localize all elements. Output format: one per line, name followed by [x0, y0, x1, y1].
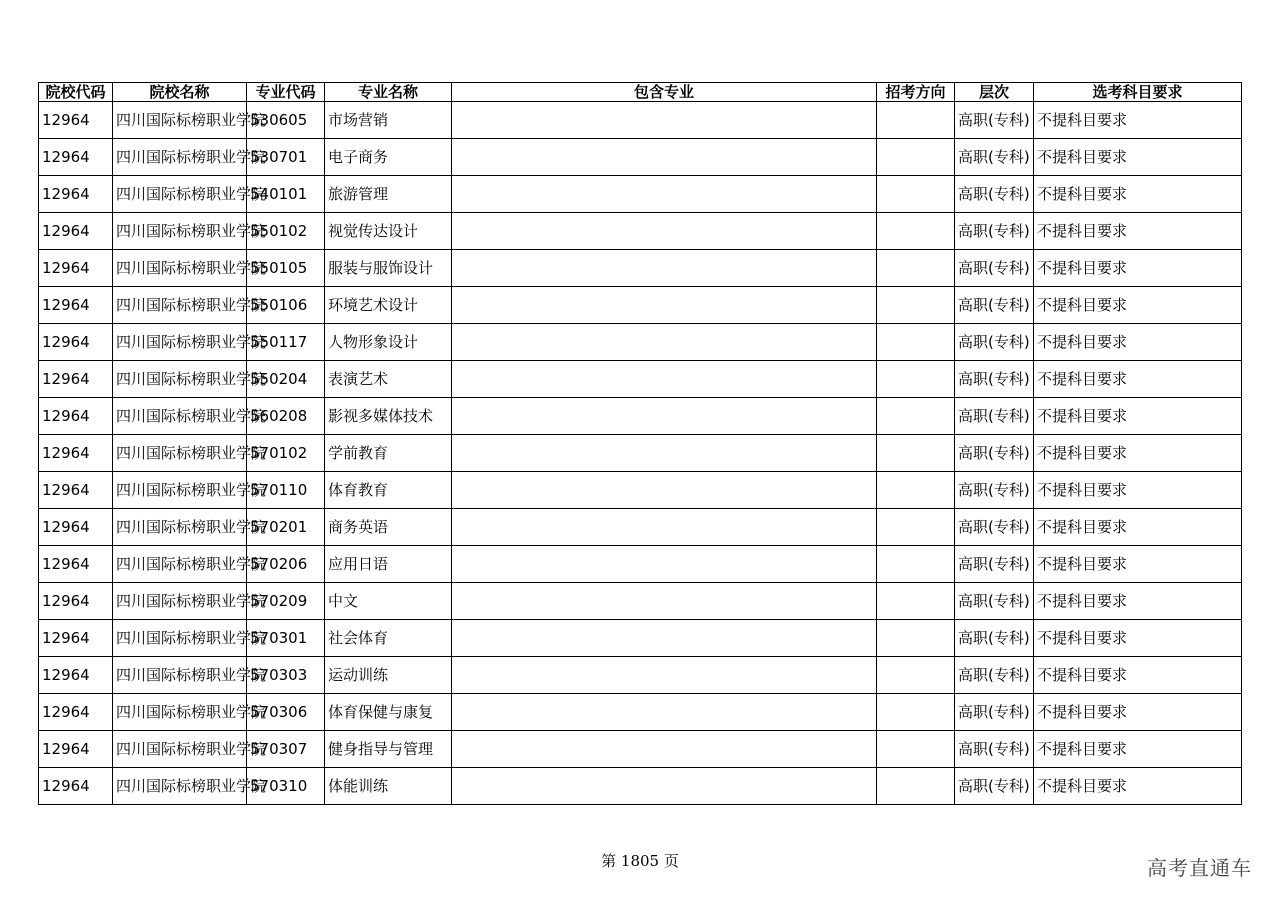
- cell-major-code: 570310: [247, 768, 325, 805]
- majors-table: [38, 82, 1242, 805]
- cell-level: 高职(专科): [955, 546, 1034, 583]
- header-row: [39, 83, 1242, 102]
- cell-school-name: 四川国际标榜职业学院: [113, 287, 247, 324]
- cell-included-majors: [452, 768, 877, 805]
- cell-level: 高职(专科): [955, 509, 1034, 546]
- cell-direction: [877, 287, 955, 324]
- cell-direction: [877, 176, 955, 213]
- cell-included-majors: [452, 102, 877, 139]
- table-row: [39, 768, 1242, 805]
- cell-major-name: 电子商务: [325, 139, 452, 176]
- cell-included-majors: [452, 287, 877, 324]
- table-row: [39, 250, 1242, 287]
- table-row: [39, 213, 1242, 250]
- cell-requirement: 不提科目要求: [1034, 657, 1242, 694]
- cell-major-code: 550204: [247, 361, 325, 398]
- cell-level: 高职(专科): [955, 435, 1034, 472]
- cell-major-code: 550117: [247, 324, 325, 361]
- cell-major-code: 570306: [247, 694, 325, 731]
- cell-school-name: 四川国际标榜职业学院: [113, 472, 247, 509]
- table-row: [39, 472, 1242, 509]
- cell-requirement: 不提科目要求: [1034, 472, 1242, 509]
- cell-major-name: 体能训练: [325, 768, 452, 805]
- cell-included-majors: [452, 435, 877, 472]
- cell-requirement: 不提科目要求: [1034, 213, 1242, 250]
- cell-requirement: 不提科目要求: [1034, 509, 1242, 546]
- cell-major-code: 570206: [247, 546, 325, 583]
- cell-level: 高职(专科): [955, 324, 1034, 361]
- cell-major-code: 550106: [247, 287, 325, 324]
- table-row: [39, 176, 1242, 213]
- cell-major-code: 570209: [247, 583, 325, 620]
- cell-school-name: 四川国际标榜职业学院: [113, 583, 247, 620]
- cell-direction: [877, 435, 955, 472]
- cell-included-majors: [452, 139, 877, 176]
- cell-included-majors: [452, 250, 877, 287]
- cell-school-code: 12964: [39, 546, 113, 583]
- cell-major-name: 环境艺术设计: [325, 287, 452, 324]
- cell-major-code: 540101: [247, 176, 325, 213]
- cell-included-majors: [452, 213, 877, 250]
- cell-major-name: 应用日语: [325, 546, 452, 583]
- cell-direction: [877, 546, 955, 583]
- col-header-level: 层次: [955, 83, 1034, 102]
- cell-major-name: 视觉传达设计: [325, 213, 452, 250]
- cell-direction: [877, 324, 955, 361]
- cell-included-majors: [452, 472, 877, 509]
- table-row: [39, 731, 1242, 768]
- cell-school-name: 四川国际标榜职业学院: [113, 176, 247, 213]
- cell-school-code: 12964: [39, 398, 113, 435]
- cell-school-name: 四川国际标榜职业学院: [113, 361, 247, 398]
- cell-school-name: 四川国际标榜职业学院: [113, 731, 247, 768]
- cell-school-code: 12964: [39, 768, 113, 805]
- cell-school-code: 12964: [39, 731, 113, 768]
- cell-direction: [877, 694, 955, 731]
- cell-major-code: 530605: [247, 102, 325, 139]
- cell-included-majors: [452, 361, 877, 398]
- cell-direction: [877, 620, 955, 657]
- cell-requirement: 不提科目要求: [1034, 139, 1242, 176]
- cell-direction: [877, 657, 955, 694]
- cell-level: 高职(专科): [955, 398, 1034, 435]
- cell-major-code: 570307: [247, 731, 325, 768]
- cell-major-name: 体育教育: [325, 472, 452, 509]
- cell-major-name: 影视多媒体技术: [325, 398, 452, 435]
- cell-direction: [877, 731, 955, 768]
- cell-school-name: 四川国际标榜职业学院: [113, 139, 247, 176]
- cell-direction: [877, 398, 955, 435]
- cell-school-code: 12964: [39, 472, 113, 509]
- cell-direction: [877, 102, 955, 139]
- cell-school-code: 12964: [39, 250, 113, 287]
- cell-major-name: 社会体育: [325, 620, 452, 657]
- cell-school-code: 12964: [39, 102, 113, 139]
- cell-major-name: 人物形象设计: [325, 324, 452, 361]
- cell-included-majors: [452, 546, 877, 583]
- table-row: [39, 657, 1242, 694]
- cell-included-majors: [452, 583, 877, 620]
- cell-level: 高职(专科): [955, 620, 1034, 657]
- cell-included-majors: [452, 620, 877, 657]
- col-header-included-majors: 包含专业: [452, 83, 877, 102]
- col-header-direction: 招考方向: [877, 83, 955, 102]
- cell-requirement: 不提科目要求: [1034, 361, 1242, 398]
- cell-school-name: 四川国际标榜职业学院: [113, 435, 247, 472]
- cell-requirement: 不提科目要求: [1034, 731, 1242, 768]
- cell-direction: [877, 250, 955, 287]
- cell-major-code: 550102: [247, 213, 325, 250]
- cell-requirement: 不提科目要求: [1034, 546, 1242, 583]
- cell-direction: [877, 768, 955, 805]
- cell-direction: [877, 509, 955, 546]
- cell-direction: [877, 361, 955, 398]
- cell-school-name: 四川国际标榜职业学院: [113, 657, 247, 694]
- watermark-text: 高考直通车: [1147, 856, 1252, 880]
- cell-major-name: 旅游管理: [325, 176, 452, 213]
- cell-level: 高职(专科): [955, 731, 1034, 768]
- cell-included-majors: [452, 509, 877, 546]
- cell-major-name: 健身指导与管理: [325, 731, 452, 768]
- cell-included-majors: [452, 694, 877, 731]
- cell-level: 高职(专科): [955, 250, 1034, 287]
- cell-included-majors: [452, 398, 877, 435]
- cell-school-name: 四川国际标榜职业学院: [113, 509, 247, 546]
- table-row: [39, 583, 1242, 620]
- cell-major-code: 570201: [247, 509, 325, 546]
- cell-level: 高职(专科): [955, 472, 1034, 509]
- col-header-major-name: 专业名称: [325, 83, 452, 102]
- cell-school-name: 四川国际标榜职业学院: [113, 324, 247, 361]
- cell-school-name: 四川国际标榜职业学院: [113, 694, 247, 731]
- table-body: [39, 102, 1242, 805]
- table-row: [39, 509, 1242, 546]
- table-row: [39, 287, 1242, 324]
- cell-school-name: 四川国际标榜职业学院: [113, 546, 247, 583]
- cell-level: 高职(专科): [955, 657, 1034, 694]
- cell-school-code: 12964: [39, 509, 113, 546]
- cell-school-name: 四川国际标榜职业学院: [113, 398, 247, 435]
- table-row: [39, 435, 1242, 472]
- cell-requirement: 不提科目要求: [1034, 398, 1242, 435]
- cell-included-majors: [452, 324, 877, 361]
- cell-requirement: 不提科目要求: [1034, 435, 1242, 472]
- col-header-school-name: 院校名称: [113, 83, 247, 102]
- cell-major-name: 中文: [325, 583, 452, 620]
- cell-major-name: 服装与服饰设计: [325, 250, 452, 287]
- cell-direction: [877, 583, 955, 620]
- col-header-requirement: 选考科目要求: [1034, 83, 1242, 102]
- cell-requirement: 不提科目要求: [1034, 768, 1242, 805]
- cell-major-name: 运动训练: [325, 657, 452, 694]
- cell-school-name: 四川国际标榜职业学院: [113, 768, 247, 805]
- cell-school-code: 12964: [39, 139, 113, 176]
- cell-school-code: 12964: [39, 657, 113, 694]
- cell-requirement: 不提科目要求: [1034, 694, 1242, 731]
- cell-requirement: 不提科目要求: [1034, 324, 1242, 361]
- cell-level: 高职(专科): [955, 139, 1034, 176]
- cell-requirement: 不提科目要求: [1034, 583, 1242, 620]
- cell-level: 高职(专科): [955, 176, 1034, 213]
- col-header-school-code: 院校代码: [39, 83, 113, 102]
- cell-level: 高职(专科): [955, 102, 1034, 139]
- page-number: 第 1805 页: [601, 852, 679, 870]
- cell-included-majors: [452, 657, 877, 694]
- cell-major-name: 学前教育: [325, 435, 452, 472]
- cell-level: 高职(专科): [955, 361, 1034, 398]
- cell-major-code: 570303: [247, 657, 325, 694]
- cell-level: 高职(专科): [955, 768, 1034, 805]
- cell-school-code: 12964: [39, 176, 113, 213]
- cell-included-majors: [452, 731, 877, 768]
- cell-school-name: 四川国际标榜职业学院: [113, 213, 247, 250]
- cell-requirement: 不提科目要求: [1034, 176, 1242, 213]
- cell-major-name: 体育保健与康复: [325, 694, 452, 731]
- table-row: [39, 620, 1242, 657]
- cell-major-name: 商务英语: [325, 509, 452, 546]
- cell-level: 高职(专科): [955, 287, 1034, 324]
- cell-school-code: 12964: [39, 324, 113, 361]
- cell-major-code: 570301: [247, 620, 325, 657]
- cell-school-code: 12964: [39, 694, 113, 731]
- table-row: [39, 139, 1242, 176]
- cell-level: 高职(专科): [955, 694, 1034, 731]
- cell-major-code: 570110: [247, 472, 325, 509]
- cell-major-name: 市场营销: [325, 102, 452, 139]
- table-row: [39, 546, 1242, 583]
- cell-school-code: 12964: [39, 213, 113, 250]
- cell-requirement: 不提科目要求: [1034, 102, 1242, 139]
- cell-major-code: 530701: [247, 139, 325, 176]
- cell-level: 高职(专科): [955, 583, 1034, 620]
- cell-school-code: 12964: [39, 361, 113, 398]
- cell-school-code: 12964: [39, 435, 113, 472]
- cell-direction: [877, 213, 955, 250]
- cell-major-code: 550105: [247, 250, 325, 287]
- cell-direction: [877, 472, 955, 509]
- cell-school-code: 12964: [39, 287, 113, 324]
- cell-requirement: 不提科目要求: [1034, 620, 1242, 657]
- cell-major-name: 表演艺术: [325, 361, 452, 398]
- cell-direction: [877, 139, 955, 176]
- cell-requirement: 不提科目要求: [1034, 250, 1242, 287]
- cell-school-code: 12964: [39, 583, 113, 620]
- col-header-major-code: 专业代码: [247, 83, 325, 102]
- table-row: [39, 398, 1242, 435]
- table-row: [39, 324, 1242, 361]
- table-row: [39, 694, 1242, 731]
- cell-school-code: 12964: [39, 620, 113, 657]
- table-row: [39, 361, 1242, 398]
- cell-requirement: 不提科目要求: [1034, 287, 1242, 324]
- cell-included-majors: [452, 176, 877, 213]
- cell-major-code: 560208: [247, 398, 325, 435]
- cell-level: 高职(专科): [955, 213, 1034, 250]
- cell-school-name: 四川国际标榜职业学院: [113, 620, 247, 657]
- cell-school-name: 四川国际标榜职业学院: [113, 102, 247, 139]
- cell-major-code: 570102: [247, 435, 325, 472]
- cell-school-name: 四川国际标榜职业学院: [113, 250, 247, 287]
- table-row: [39, 102, 1242, 139]
